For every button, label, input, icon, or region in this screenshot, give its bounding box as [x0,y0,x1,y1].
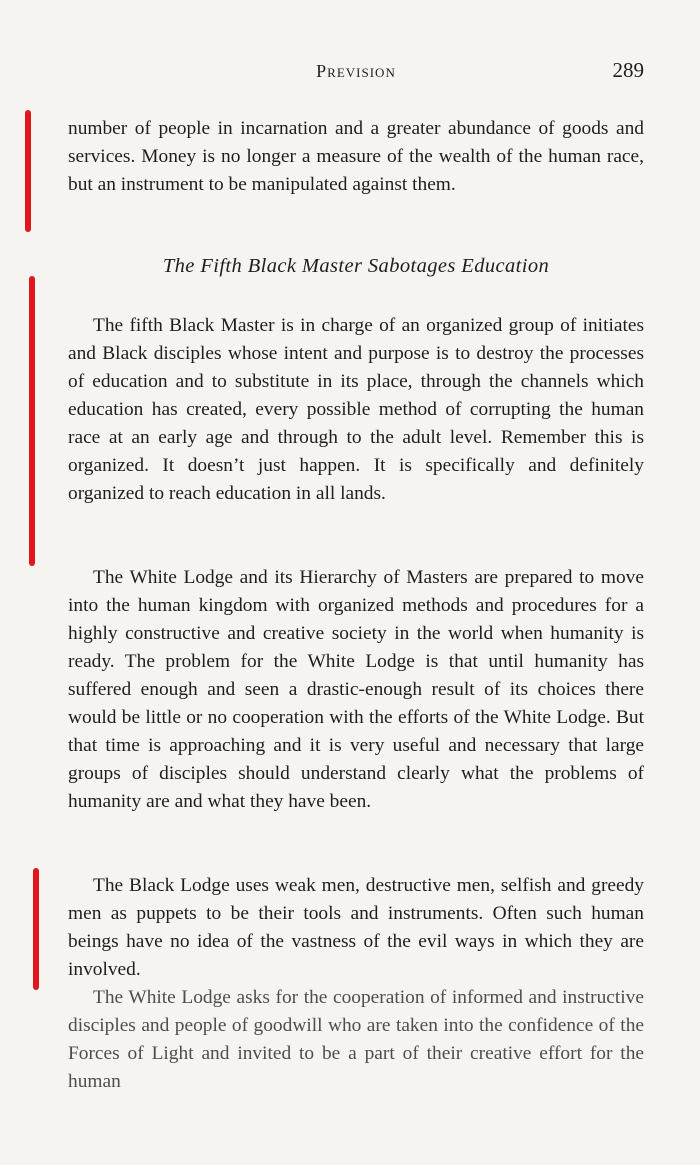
margin-marker-1 [25,110,31,232]
paragraph-white-lodge-cooperation: The White Lodge asks for the cooperation of informed and instructive disciples and people of goodwill who are taken into the confidence of the Forces of Light and invited to be a part of their creative effort for the human [68,987,644,1092]
paragraph-white-lodge-hierarchy: The White Lodge and its Hierarchy of Masters are prepared to move into the human kingdom with organized methods and procedures for a highly constructive and creative society in the world when humanity is ready. The problem for the White Lodge is that until humanity has suffered enough and seen a drastic-enough result of its choices there would be little or no cooperation with the efforts of the White Lodge. But that time is approaching and it is very useful and necessary that large groups of disciples should understand clearly what the problems of humanity are and what they have been. [68,567,644,812]
margin-marker-3 [33,868,39,990]
section-heading: The Fifth Black Master Sabotages Education [162,255,550,277]
running-title: Prevision [316,61,396,81]
paragraph-fifth-black-master: The fifth Black Master is in charge of an organized group of initiates and Black disciples whose intent and purpose is to destroy the processes of education and to substitute in its place, through the channels which education has created, every possible method of corrupting the human race at an early age and through to the adult level. Remember this is organized. It doesn’t just happen. It is specifically and definitely organized to reach education in all lands. [68,315,644,504]
page-number: 289 [612,58,644,82]
paragraph-continued: number of people in incarnation and a greater abundance of goods and services. Money is no longer a measure of the wealth of the human race, but an instrument to be manipulated against them. [68,118,644,195]
margin-marker-2 [29,276,35,566]
paragraph-black-lodge-puppets: The Black Lodge uses weak men, destructive men, selfish and greedy men as puppets to be their tools and instruments. Often such human beings have no idea of the vastness of the evil ways in which they are involved. [68,875,644,980]
running-head [68,58,644,88]
